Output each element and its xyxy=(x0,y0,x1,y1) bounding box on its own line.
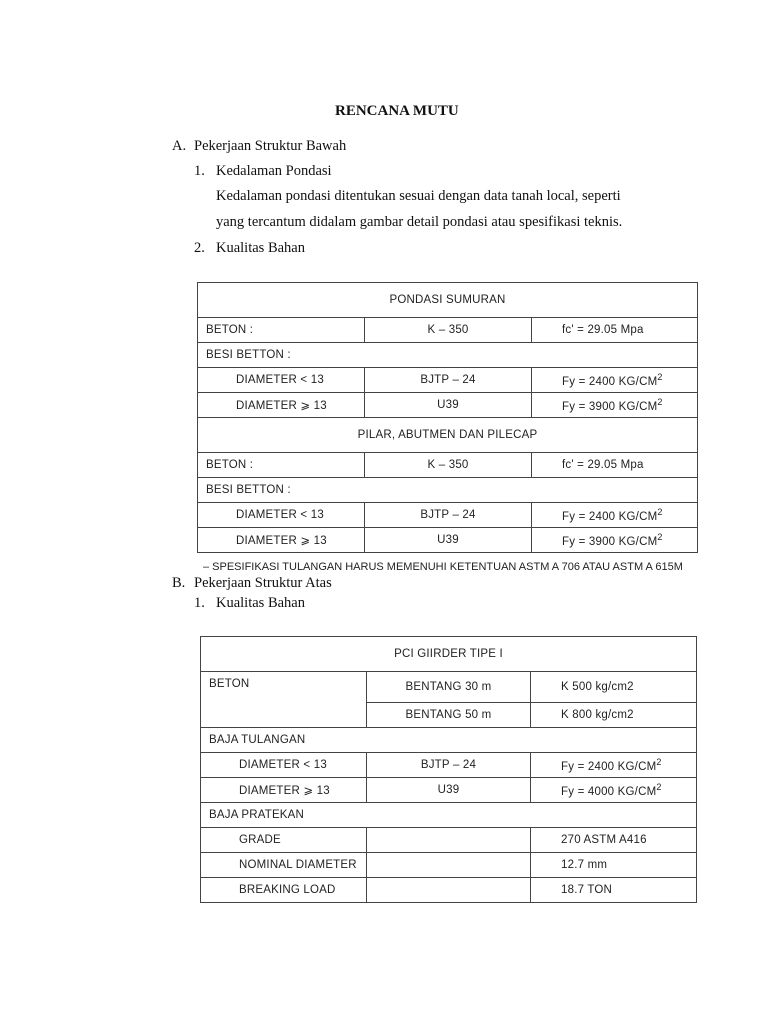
bjtp-24: BJTP – 24 xyxy=(365,368,532,393)
fy-2400 xyxy=(532,503,698,528)
table-section-header: PONDASI SUMURAN xyxy=(198,283,698,318)
item-a1-paragraph-line1: Kedalaman pondasi ditentukan sesuai dengan data tanah local, seperti xyxy=(216,188,621,204)
beton-label: BETON : xyxy=(198,318,365,343)
item-a1-paragraph-line2: yang tercantum didalam gambar detail pondasi atau spesifikasi teknis. xyxy=(216,214,623,230)
fy-3900-text: Fy = 3900 KG/CM xyxy=(562,535,658,548)
diameter-lt-13: DIAMETER < 13 xyxy=(198,503,365,528)
page-title: RENCANA MUTU xyxy=(335,103,459,119)
fy-3900 xyxy=(532,393,698,418)
section-a-heading: Pekerjaan Struktur Bawah xyxy=(194,138,347,154)
table-section-header: PCI GIIRDER TIPE I xyxy=(201,637,697,672)
empty-cell xyxy=(367,852,531,877)
beton-grade: K – 350 xyxy=(365,318,532,343)
superscript: 2 xyxy=(656,756,662,767)
superscript: 2 xyxy=(657,397,663,408)
bentang-30: BENTANG 30 m xyxy=(367,672,531,703)
superscript: 2 xyxy=(657,372,663,383)
empty-cell xyxy=(201,702,367,727)
besi-label: BESI BETTON : xyxy=(198,478,698,503)
item-b1-number: 1. xyxy=(194,595,205,611)
table-section-header: PILAR, ABUTMEN DAN PILECAP xyxy=(198,418,698,453)
bentang-50: BENTANG 50 m xyxy=(367,702,531,727)
fy-3900-text: Fy = 3900 KG/CM xyxy=(562,400,658,413)
diameter-ge-13: DIAMETER ⩾ 13 xyxy=(201,777,367,802)
empty-cell xyxy=(367,877,531,902)
beton-label: BETON xyxy=(201,672,367,703)
u39: U39 xyxy=(365,528,532,553)
fy-2400-text: Fy = 2400 KG/CM xyxy=(561,760,657,773)
baja-pratekan-label: BAJA PRATEKAN xyxy=(201,802,697,827)
k-500: K 500 kg/cm2 xyxy=(531,672,697,703)
item-a1-number: 1. xyxy=(194,163,205,179)
grade-label: GRADE xyxy=(201,827,367,852)
fy-2400-text: Fy = 2400 KG/CM xyxy=(562,510,658,523)
item-a2-title: Kualitas Bahan xyxy=(216,240,305,256)
bjtp-24: BJTP – 24 xyxy=(365,503,532,528)
diameter-lt-13: DIAMETER < 13 xyxy=(198,368,365,393)
fy-2400 xyxy=(532,368,698,393)
fy-2400-text: Fy = 2400 KG/CM xyxy=(562,375,658,388)
beton-label: BETON : xyxy=(198,453,365,478)
section-b-label: B. xyxy=(172,575,186,591)
besi-label: BESI BETTON : xyxy=(198,343,698,368)
nominal-diameter-label: NOMINAL DIAMETER xyxy=(201,852,367,877)
u39: U39 xyxy=(367,777,531,802)
beton-grade: K – 350 xyxy=(365,453,532,478)
fy-2400 xyxy=(531,752,697,777)
superscript: 2 xyxy=(656,781,662,792)
section-a-label: A. xyxy=(172,138,187,154)
specification-note: – SPESIFIKASI TULANGAN HARUS MEMENUHI KETENTUAN ASTM A 706 ATAU ASTM A 615M xyxy=(203,561,683,573)
k-800: K 800 kg/cm2 xyxy=(531,702,697,727)
section-b-heading: Pekerjaan Struktur Atas xyxy=(194,575,332,591)
superscript: 2 xyxy=(657,532,663,543)
diameter-ge-13: DIAMETER ⩾ 13 xyxy=(198,528,365,553)
grade-value: 270 ASTM A416 xyxy=(531,827,697,852)
item-a2-number: 2. xyxy=(194,240,205,256)
item-a1-title: Kedalaman Pondasi xyxy=(216,163,332,179)
diameter-lt-13: DIAMETER < 13 xyxy=(201,752,367,777)
bjtp-24: BJTP – 24 xyxy=(367,752,531,777)
breaking-load-value: 18.7 TON xyxy=(531,877,697,902)
breaking-load-label: BREAKING LOAD xyxy=(201,877,367,902)
beton-fc: fc' = 29.05 Mpa xyxy=(532,318,698,343)
material-table-superstructure xyxy=(200,636,696,903)
item-b1-title: Kualitas Bahan xyxy=(216,595,305,611)
empty-cell xyxy=(367,827,531,852)
beton-fc: fc' = 29.05 Mpa xyxy=(532,453,698,478)
fy-4000-text: Fy = 4000 KG/CM xyxy=(561,785,657,798)
u39: U39 xyxy=(365,393,532,418)
material-table-substructure xyxy=(197,282,697,553)
baja-tulangan-label: BAJA TULANGAN xyxy=(201,727,697,752)
superscript: 2 xyxy=(657,507,663,518)
fy-3900 xyxy=(532,528,698,553)
nominal-diameter-value: 12.7 mm xyxy=(531,852,697,877)
diameter-ge-13: DIAMETER ⩾ 13 xyxy=(198,393,365,418)
fy-4000 xyxy=(531,777,697,802)
